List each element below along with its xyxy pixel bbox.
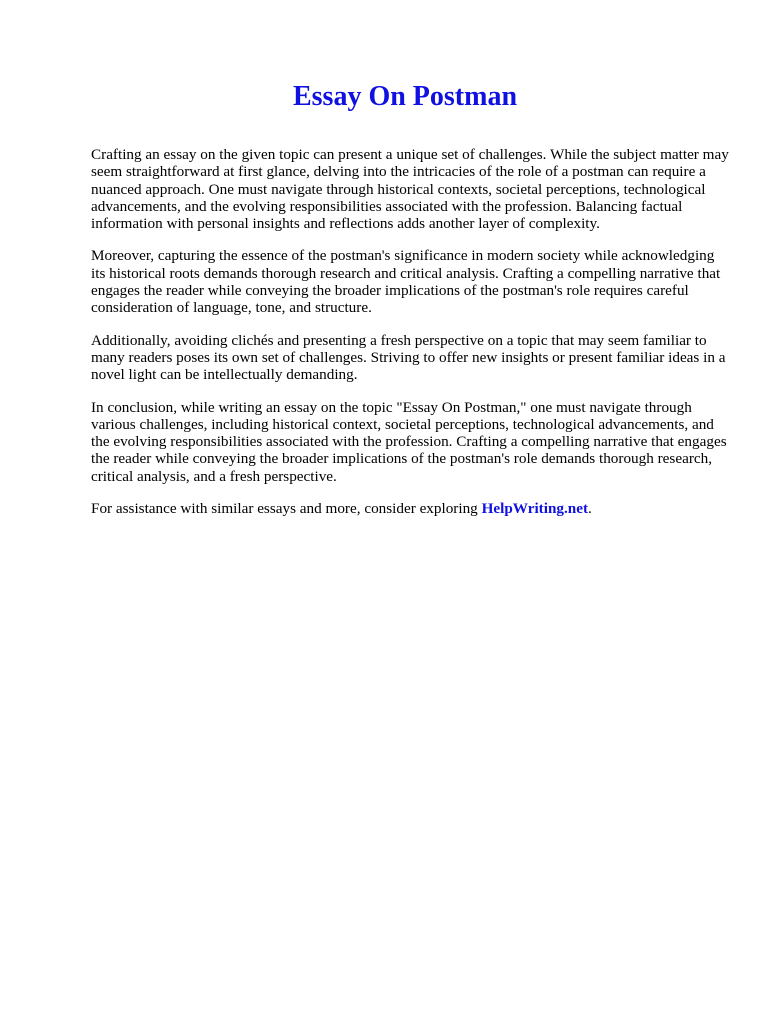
footer-prefix: For assistance with similar essays and more, consider exploring (91, 500, 482, 518)
paragraph-4: In conclusion, while writing an essay on the topic "Essay On Postman," one must navigate through various challenges, including historical context, societal perceptions, technological advancements, and the evolving responsibilities associated with the profession. Crafting a compelling narrative that engages the reader while conveying the broader implications of the postman's role demands thorough research, critical analysis, and a fresh perspective. (91, 398, 727, 485)
page-title: Essay On Postman (292, 81, 518, 112)
paragraph-1: Crafting an essay on the given topic can present a unique set of challenges. While the subject matter may seem straightforward at first glance, delving into the intricacies of the role of a postman can require a nuanced approach. One must navigate through historical contexts, societal perceptions, technological advancements, and the evolving responsibilities associated with the profession. Balancing factual information with personal insights and reflections adds another layer of complexity. (91, 146, 729, 233)
footer-suffix: . (588, 500, 592, 518)
paragraph-3: Additionally, avoiding clichés and presenting a fresh perspective on a topic that may seem familiar to many readers poses its own set of challenges. Striving to offer new insights or present familiar ideas in a novel light can be intellectually demanding. (91, 331, 726, 384)
paragraph-2: Moreover, capturing the essence of the postman's significance in modern society while acknowledging its historical roots demands thorough research and critical analysis. Crafting a compelling narrative that engages the reader while conveying the broader implications of the postman's role requires careful consideration of language, tone, and structure. (91, 247, 721, 317)
footer-note (91, 500, 731, 517)
helpwriting-link[interactable]: HelpWriting.net (481, 500, 589, 518)
essay-body (91, 146, 731, 517)
